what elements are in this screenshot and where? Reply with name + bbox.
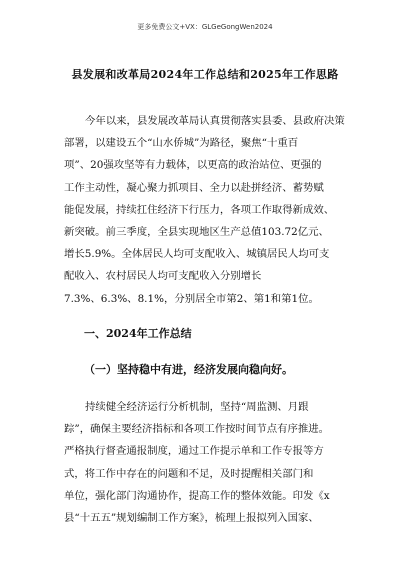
paragraph-line: 配收入、农村居民人均可支配收入分别增长 [64,270,262,283]
paragraph-line: 新突破。前三季度，全县实现地区生产总值103.72亿元、 [64,226,329,239]
paragraph-line: 增长5.9%。全体居民人均可支配收入、城镇居民人均可支 [64,248,330,261]
paragraph-line: 县“十五五”规划编制工作方案》，梳理上报拟列入国家、 [64,512,319,525]
paragraph-line: 能促发展，持续扛住经济下行压力，各项工作取得新成效、 [64,203,335,216]
paragraph-line: 式，将工作中存在的问题和不足，及时提醒相关部门和 [64,467,314,480]
paragraph-line: 工作主动性，凝心聚力抓项目、全力以赴拼经济、蓄势赋 [64,181,324,194]
paragraph-line: 今年以来，县发展改革局认真贯彻落实县委、县政府决策 [85,115,345,127]
sub-heading: （一）坚持稳中有进，经济发展向稳向好。 [84,363,293,376]
intro-paragraph [64,110,356,310]
paragraph-line: 项”、20强攻坚等有力载体，以更高的政治站位、更强的 [64,159,322,172]
paragraph-line: 单位，强化部门沟通协作，提高工作的整体效能。印发《x [64,489,330,502]
paragraph-line: 7.3%、6.3%、8.1%，分别居全市第2、第1和第1位。 [64,292,319,305]
paragraph-line: 部署，以建设五个“山水侨城”为路径，聚焦“十重百 [64,137,299,150]
detail-paragraph [64,396,356,529]
paragraph-line: 持续健全经济运行分析机制，坚持“周监测、月跟 [85,401,309,413]
document-title: 县发展和改革局2024年工作总结和2025年工作思路 [71,68,339,81]
paragraph-line: 踪”，确保主要经济指标和各项工作按时间节点有序推进。 [64,423,330,436]
header-watermark: 更多免费公文+VX：GLGeGongWen2024 [137,23,273,31]
section-heading: 一、2024年工作总结 [84,327,192,340]
paragraph-line: 严格执行督查通报制度，通过工作提示单和工作专报等方 [64,445,324,458]
